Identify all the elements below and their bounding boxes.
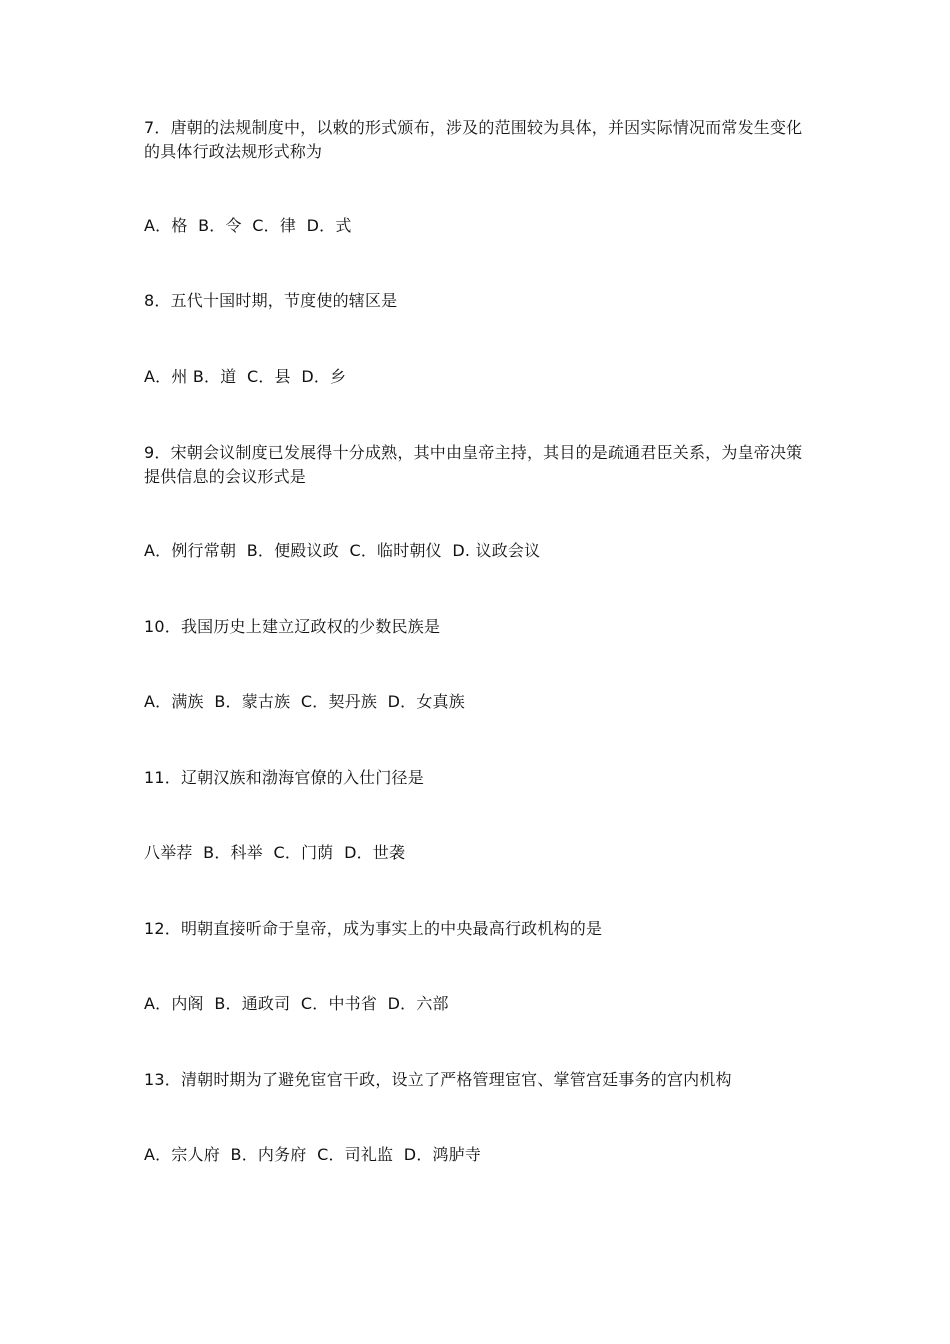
question-12-stem: 12．明朝直接听命于皇帝，成为事实上的中央最高行政机构的是 bbox=[144, 919, 603, 938]
question-13-stem: 13．清朝时期为了避免宦官干政，设立了严格管理宦官、掌管宫廷事务的宫内机构 bbox=[144, 1070, 732, 1089]
question-7-options: A．格 B．令 C．律 D．式 bbox=[144, 216, 352, 235]
question-7-stem: 7．唐朝的法规制度中，以敕的形式颁布，涉及的范围较为具体，并因实际情况而常发生变化的具体行政法规形式称为 bbox=[144, 118, 803, 161]
question-8-options: A．州 B．道 C．县 D．乡 bbox=[144, 367, 347, 386]
question-13-options: A．宗人府 B．内务府 C．司礼监 D．鸿胪寺 bbox=[144, 1145, 482, 1164]
question-10-stem: 10．我国历史上建立辽政权的少数民族是 bbox=[144, 617, 441, 636]
question-9-options: A．例行常朝 B．便殿议政 C．临时朝仪 D. 议政会议 bbox=[144, 541, 541, 560]
question-8-stem: 8．五代十国时期，节度使的辖区是 bbox=[144, 291, 398, 310]
question-10-options: A．满族 B．蒙古族 C．契丹族 D．女真族 bbox=[144, 692, 465, 711]
question-9-stem: 9．宋朝会议制度已发展得十分成熟，其中由皇帝主持，其目的是疏通君臣关系，为皇帝决策提供信息的会议形式是 bbox=[144, 443, 803, 486]
question-12-options: A．内阁 B．通政司 C．中书省 D．六部 bbox=[144, 994, 449, 1013]
question-11-stem: 11．辽朝汉族和渤海官僚的入仕门径是 bbox=[144, 768, 424, 787]
question-11-options: 八举荐 B．科举 C．门荫 D．世袭 bbox=[144, 843, 406, 862]
